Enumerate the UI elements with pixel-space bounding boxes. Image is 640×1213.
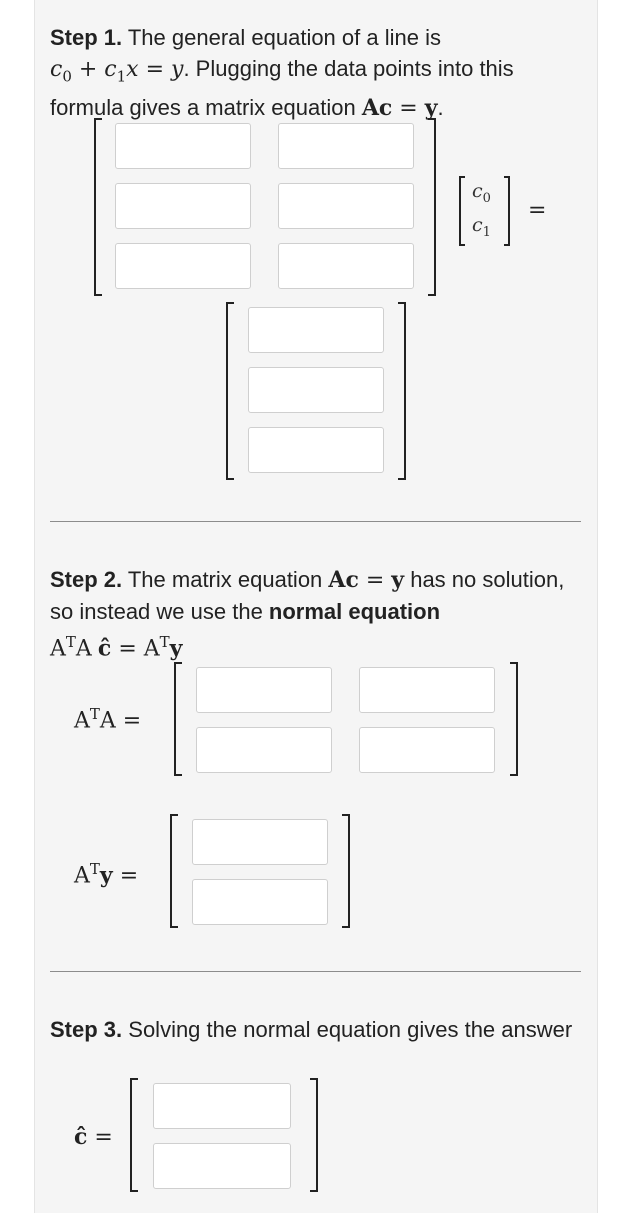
vector-y-cell-2[interactable] xyxy=(248,367,384,413)
aty-left-bracket xyxy=(170,814,178,928)
step1-text: Step 1. The general equation of a line is $c_0 + c_1x = y$. Plugging the data points into this formula gives a matrix equation Ac = y. xyxy=(50,25,514,122)
chat-left-bracket xyxy=(130,1078,138,1192)
ata-cell-r1c1[interactable] xyxy=(196,667,332,713)
step1-equals-sign: = xyxy=(528,198,547,223)
ata-cell-r2c1[interactable] xyxy=(196,727,332,773)
vector-y-left-bracket xyxy=(226,302,234,480)
step3-label: Step 3. xyxy=(50,1017,123,1042)
step2-label: Step 2. xyxy=(50,567,123,592)
matrix-a-cell-r2c2[interactable] xyxy=(278,183,414,229)
chat-cell-2[interactable] xyxy=(153,1143,291,1189)
vector-c0: $c_0$ xyxy=(472,180,491,206)
ata-cell-r1c2[interactable] xyxy=(359,667,495,713)
aty-cell-2[interactable] xyxy=(192,879,328,925)
vector-c-left-bracket xyxy=(459,176,465,246)
chat-label: ĉ = xyxy=(74,1124,113,1150)
vector-y-right-bracket xyxy=(398,302,406,480)
aty-cell-1[interactable] xyxy=(192,819,328,865)
aty-label: $A^Ty$ = xyxy=(74,860,139,889)
matrix-a-cell-r2c1[interactable] xyxy=(115,183,251,229)
vector-c-right-bracket xyxy=(504,176,510,246)
vector-y-cell-1[interactable] xyxy=(248,307,384,353)
divider-1 xyxy=(50,521,581,522)
chat-cell-1[interactable] xyxy=(153,1083,291,1129)
step1-label: Step 1. xyxy=(50,25,123,50)
aty-right-bracket xyxy=(342,814,350,928)
vector-c1: $c_1$ xyxy=(472,214,491,240)
matrix-a-left-bracket xyxy=(94,118,102,296)
step3-text: Step 3. Solving the normal equation gives the answer xyxy=(50,1017,573,1042)
matrix-a-cell-r3c1[interactable] xyxy=(115,243,251,289)
ata-label: $A^TA$ = xyxy=(74,705,142,734)
ata-cell-r2c2[interactable] xyxy=(359,727,495,773)
ata-right-bracket xyxy=(510,662,518,776)
divider-2 xyxy=(50,971,581,972)
ata-left-bracket xyxy=(174,662,182,776)
chat-right-bracket xyxy=(310,1078,318,1192)
matrix-a-cell-r3c2[interactable] xyxy=(278,243,414,289)
matrix-a-cell-r1c2[interactable] xyxy=(278,123,414,169)
vector-y-cell-3[interactable] xyxy=(248,427,384,473)
matrix-a-right-bracket xyxy=(428,118,436,296)
matrix-a-cell-r1c1[interactable] xyxy=(115,123,251,169)
step2-text: Step 2. The matrix equation Ac = y has no solution, so instead we use the normal equation $A^TA$ ĉ = $A^Ty$ xyxy=(50,567,565,662)
